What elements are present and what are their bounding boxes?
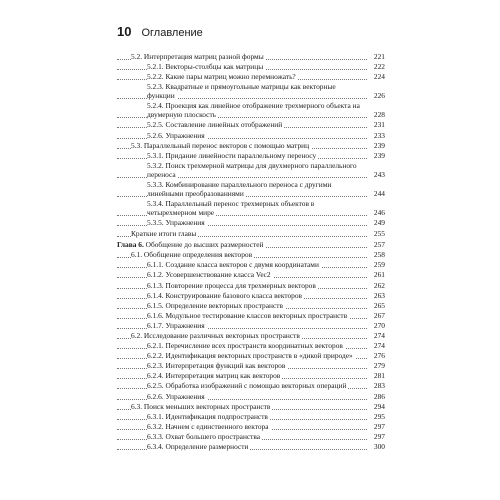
toc-entry [117,341,385,350]
toc-entry-title: 5.3.2. Поиск трехмерной матрицы для двухмерного параллельного переноса [147,160,357,179]
toc-entry-title: 6.2.5. Обработка изображений с помощью векторных операций [147,381,347,391]
toc-entry [117,402,385,411]
toc-entry-title: 5.2.3. Квадратные и прямоугольные матрицы как векторные функции [147,82,336,101]
toc-entry [117,250,385,259]
toc-page-number: 222 [368,62,385,71]
toc-entry [117,432,385,441]
toc-entry [117,218,385,227]
toc-page-number: 239 [368,151,385,160]
toc-entry-title: Обобщение до высших размерностей [145,240,264,250]
toc-page-number: 221 [368,52,385,61]
toc-entry [117,161,385,179]
toc-page-number: 267 [368,311,385,320]
toc-entry-title: 6.1. Обобщение определения векторов [131,250,253,260]
toc-page-number: 262 [368,281,385,290]
toc-entry-title: 6.3.3. Охват большего пространства [147,431,261,441]
table-of-contents [117,52,385,452]
toc-entry [117,270,385,279]
toc-entry-title: 6.1.3. Повторение процесса для трехмерных векторов [147,280,316,290]
toc-entry [117,422,385,431]
toc-page-number: 294 [368,402,385,411]
toc-entry-title: 6.3. Поиск меньших векторных пространств [131,401,271,411]
toc-page-number: 226 [368,91,385,100]
toc-page-number: 259 [368,260,385,269]
toc-entry-title: 5.2.2. Какие пары матриц можно перемножать? [147,72,296,82]
toc-entry-title: 5.2. Интерпретация матриц разной формы [131,52,264,61]
toc-page-number: 283 [368,381,385,390]
chapter-number: Глава 6. [117,240,146,250]
toc-page-number: 286 [368,392,385,401]
toc-page-number: 228 [368,110,385,119]
toc-page-number: 300 [368,442,385,451]
toc-entry-title: 5.2.5. Составление линейных отображений [147,120,283,130]
toc-page-number: 258 [368,250,385,259]
toc-entry-title: 6.3.1. Идентификация подпространств [147,411,268,421]
toc-entry-title: 5.3.3. Комбинирование параллельного переноса с другими линейными преобразованиями [147,179,332,198]
toc-entry-title: 6.2.3. Интерпретация функций как векторов [147,361,286,371]
toc-entry [117,331,385,340]
toc-entry [117,371,385,380]
toc-page-number: 295 [368,412,385,421]
toc-entry-title: 6.1.5. Определение векторных пространств [147,300,283,310]
toc-entry-title: 6.3.2. Начнем с единственного вектора [147,421,269,431]
toc-entry-title: 6.1.4. Конструирование базового класса векторов [147,290,303,300]
toc-entry-title: 5.3.5. Упражнения [147,218,205,228]
toc-entry-title: 6.1.1. Создание класса векторов с двумя координатами [147,260,319,270]
toc-entry [117,260,385,269]
toc-entry [117,199,385,217]
toc-page-number: 276 [368,351,385,360]
toc-entry-title: 5.3. Параллельный перенос векторов с помощью матриц [131,140,310,150]
toc-entry-title: 5.2.4. Проекция как линейное отображение трехмерного объекта на двумерную плоскость [147,101,360,120]
toc-entry-title: 6.1.7. Упражнения [147,320,205,330]
toc-entry [117,229,385,238]
toc-entry [117,301,385,310]
toc-entry [117,120,385,129]
toc-entry [117,291,385,300]
toc-entry-title: 6.2.4. Интерпретация матриц как векторов [147,371,281,381]
toc-page-number: 274 [368,341,385,350]
toc-entry [117,151,385,160]
toc-entry-title: 6.3.4. Определение размерности [147,442,249,451]
toc-entry-title: 5.3.4. Параллельный перенос трехмерных объектов в четырехмерном мире [147,199,315,218]
toc-entry [117,101,385,119]
toc-page-number: 279 [368,361,385,370]
toc-entry [117,381,385,390]
toc-entry [117,321,385,330]
toc-page-number: 233 [368,131,385,140]
toc-entry [117,412,385,421]
toc-page-number: 231 [368,120,385,129]
toc-page-number: 263 [368,291,385,300]
toc-page-number: 270 [368,321,385,330]
toc-entry [117,392,385,401]
page-header [117,24,203,39]
toc-entry-title: 5.3.1. Придание линейности параллельному переносу [147,150,317,160]
toc-entry [117,180,385,198]
toc-entry [117,351,385,360]
toc-page-number: 224 [368,72,385,81]
toc-page-number: 281 [368,371,385,380]
toc-entry-title: Краткие итоги главы [131,229,197,239]
toc-entry-title: 6.1.2. Усовершенствование класса Vec2 [147,270,271,280]
page-number: 10 [117,24,132,39]
toc-page-number: 265 [368,301,385,310]
toc-entry-title: 6.2. Исследование различных векторных пространств [131,330,300,340]
toc-entry-title: 6.2.6. Упражнения [147,391,205,401]
toc-entry-title: 5.2.6. Упражнения [147,130,205,140]
toc-entry [117,131,385,140]
toc-entry [117,72,385,81]
toc-chapter-entry [117,240,385,249]
toc-entry [117,311,385,320]
running-title: Оглавление [141,27,203,39]
toc-entry [117,442,385,451]
toc-page-number: 243 [368,170,385,179]
toc-entry-title: 6.2.2. Идентификация векторных пространств в «дикой природе» [147,351,353,361]
toc-entry-title: 6.1.6. Модульное тестирование классов векторных пространств [147,310,348,320]
toc-page-number: 261 [368,270,385,279]
toc-page-number: 249 [368,218,385,227]
toc-entry [117,62,385,71]
toc-page-number: 274 [368,331,385,340]
toc-entry-title: 5.2.1. Векторы-столбцы как матрицы [147,62,264,72]
toc-entry-title: 6.2.1. Перечисление всех пространств координатных векторов [147,341,343,351]
toc-page-number: 246 [368,208,385,217]
toc-page-number: 255 [368,229,385,238]
toc-entry [117,52,385,61]
toc-page-number: 257 [368,240,385,249]
toc-entry [117,281,385,290]
toc-entry [117,141,385,150]
toc-entry [117,361,385,370]
toc-page-number: 297 [368,422,385,431]
toc-entry [117,82,385,100]
toc-page-number: 297 [368,432,385,441]
toc-page-number: 239 [368,141,385,150]
toc-page-number: 244 [368,189,385,198]
